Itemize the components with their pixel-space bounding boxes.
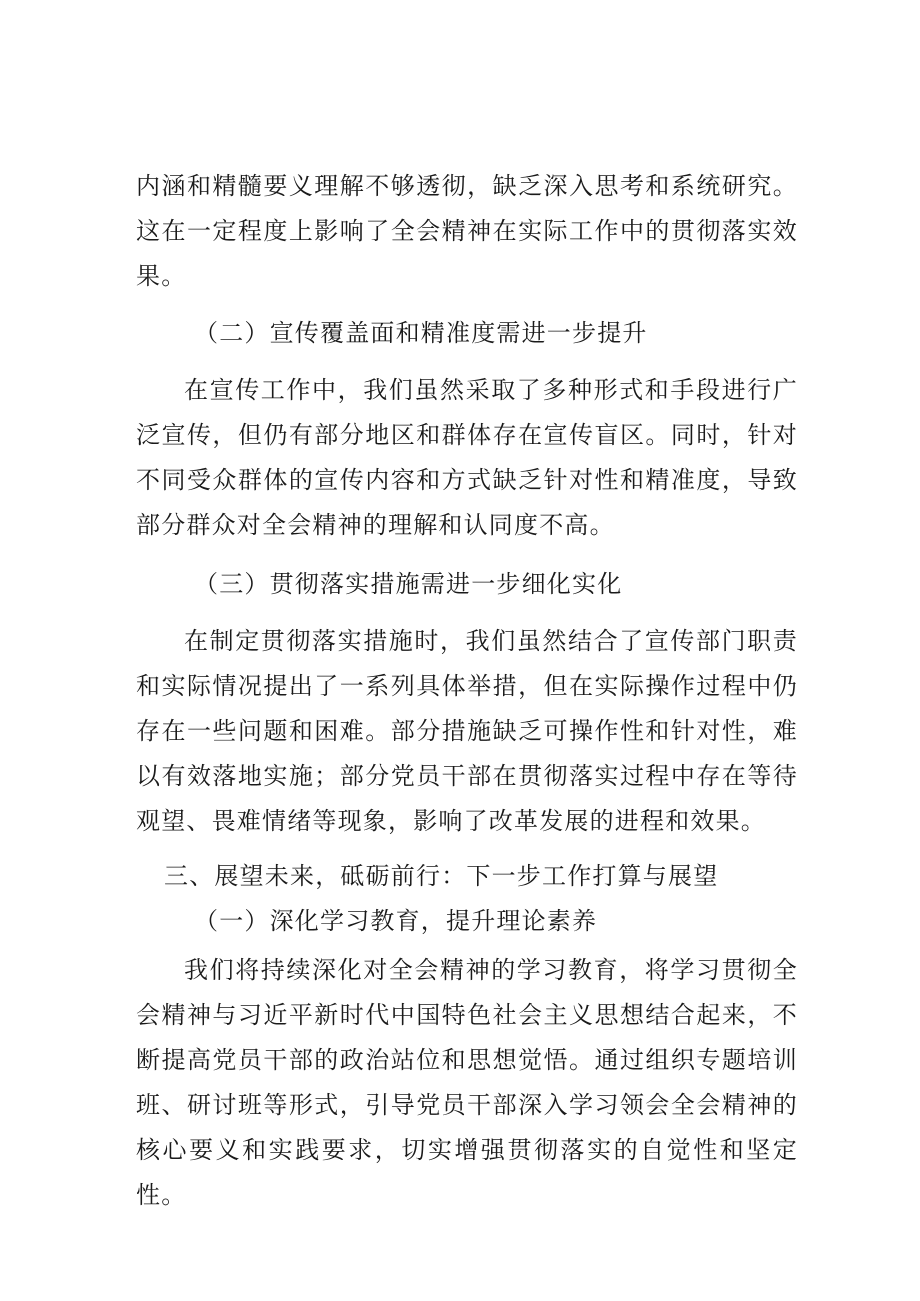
subheading-2: （二）宣传覆盖面和精准度需进一步提升 — [194, 319, 648, 347]
paragraph-measures: 在制定贯彻落实措施时，我们虽然结合了宣传部门职责和实际情况提出了一系列具体举措，但在实际操作过程中仍存在一些问题和困难。部分措施缺乏可操作性和针对性，难以有效落地实施；部分党员干部在贯彻落实过程中存在等待观望、畏难情绪等现象，影响了改革发展的进程和效果。 — [136, 627, 798, 835]
section-heading-3: 三、展望未来，砥砺前行：下一步工作打算与展望 — [164, 862, 719, 890]
paragraph-continued: 内涵和精髓要义理解不够透彻，缺乏深入思考和系统研究。这在一定程度上影响了全会精神在实际工作中的贯彻落实效果。 — [136, 172, 798, 290]
subheading-3: （三）贯彻落实措施需进一步细化实化 — [194, 570, 623, 598]
document-body — [136, 164, 798, 1218]
paragraph-publicity: 在宣传工作中，我们虽然采取了多种形式和手段进行广泛宣传，但仍有部分地区和群体存在宣传盲区。同时，针对不同受众群体的宣传内容和方式缺乏针对性和精准度，导致部分群众对全会精神的理解和认同度不高。 — [136, 376, 798, 539]
subheading-1: （一）深化学习教育，提升理论素养 — [194, 907, 598, 935]
paragraph-study: 我们将持续深化对全会精神的学习教育，将学习贯彻全会精神与习近平新时代中国特色社会主义思想结合起来，不断提高党员干部的政治站位和思想觉悟。通过组织专题培训班、研讨班等形式，引导党员干部深入学习领会全会精神的核心要义和实践要求，切实增强贯彻落实的自觉性和坚定性。 — [136, 956, 798, 1209]
